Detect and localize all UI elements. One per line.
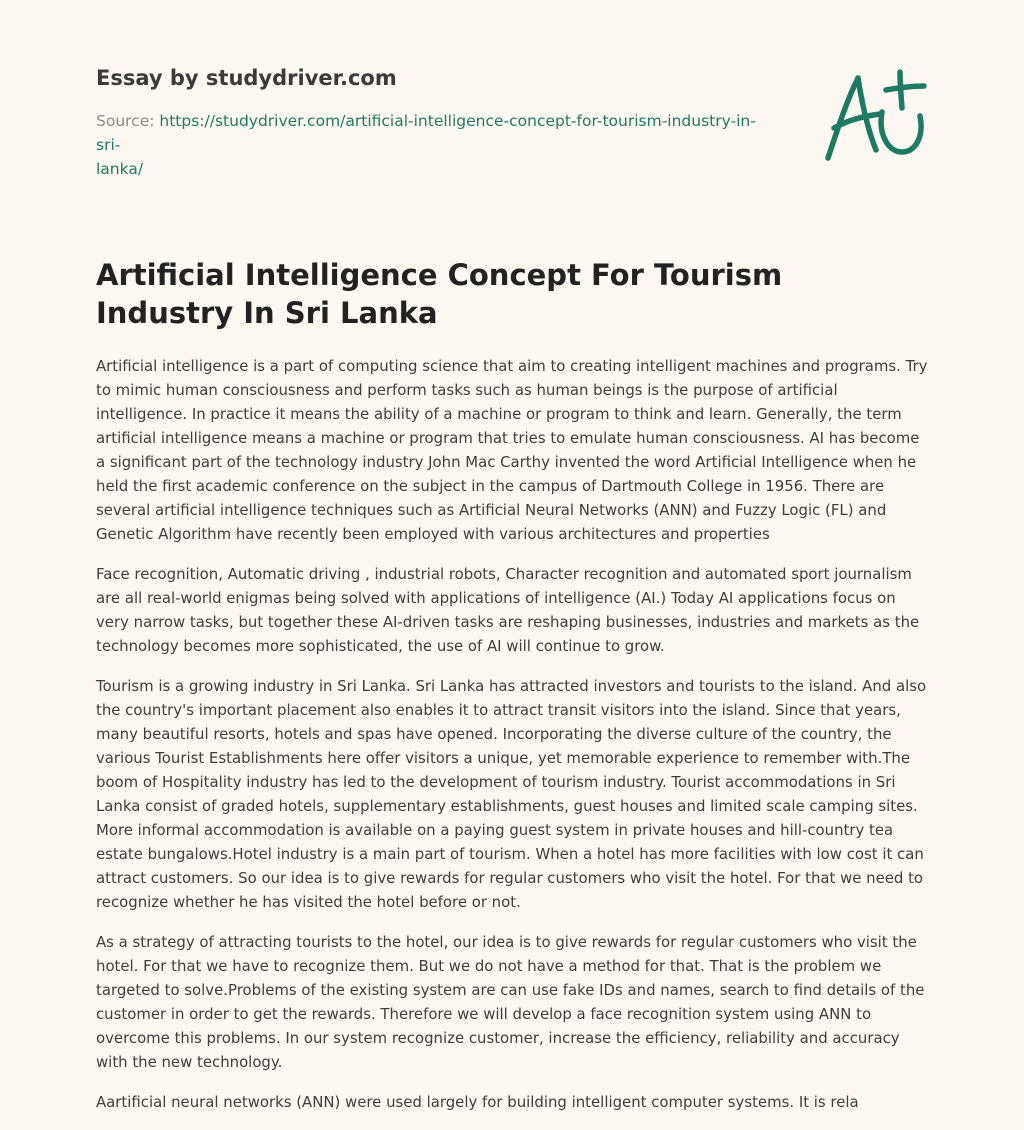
paragraph-2: Face recognition, Automatic driving , industrial robots, Character recognition and automated sport journalism are all real-world enigmas being solved with applications of intelligence (AI.) Today AI applications focus on very narrow tasks, but together these AI-driven tasks are reshaping businesses, industries and markets as the technology becomes more sophisticated, the use of AI will continue to grow.	[96, 565, 920, 655]
paragraph-1: Artificial intelligence is a part of computing science that aim to creating intelligent machines and programs. Try to mimic human consciousness and perform tasks such as human beings is the purpose of artificial intelligence. In practice it means the ability of a machine or program to think and learn. Generally, the term artificial intelligence means a machine or program that tries to emulate human consciousness. AI has become a significant part of the technology industry John Mac Carthy invented the word Artificial Intelligence when he held the first academic conference on the subject in the campus of Dartmouth College in 1956. There are several artificial intelligence techniques such as Artificial Neural Networks (ANN) and Fuzzy Logic (FL) and Genetic Algorithm have recently been employed with various architectures and properties	[96, 357, 928, 543]
source-url-line1: https://studydriver.com/artificial-intelligence-concept-for-tourism-industry-in-sri-	[96, 112, 756, 154]
paragraph-3: Tourism is a growing industry in Sri Lanka. Sri Lanka has attracted investors and tourists to the island. And also the country's important placement also enables it to attract transit visitors into the island. Since that years, many beautiful resorts, hotels and spas have opened. Incorporating the diverse culture of the country, the various Tourist Establishments here offer visitors a unique, yet memorable experience to remember with.The boom of Hospitality industry has led to the development of tourism industry. Tourist accommodations in Sri Lanka consist of graded hotels, supplementary establishments, guest houses and limited scale camping sites. More informal accommodation is available on a paying guest system in private houses and hill-country tea estate bungalows.Hotel industry is a main part of tourism. When a hotel has more facilities with low cost it can attract customers. So our idea is to give rewards for regular customers who visit the hotel. For that we need to recognize whether he has visited the hotel before or not.	[96, 677, 927, 911]
a-plus-grade-logo-icon	[816, 64, 932, 168]
source-url-line2: lanka/	[96, 160, 144, 178]
page-header	[96, 64, 776, 181]
site-brand: Essay by studydriver.com	[96, 66, 397, 90]
source-line	[96, 109, 776, 181]
article-title: Artificial Intelligence Concept For Tourism Industry In Sri Lanka	[96, 258, 783, 330]
paragraph-4: As a strategy of attracting tourists to the hotel, our idea is to give rewards for regular customers who visit the hotel. For that we have to recognize them. But we do not have a method for that. That is the problem we targeted to solve.Problems of the existing system are can use fake IDs and names, search to find details of the customer in order to get the rewards. Therefore we will develop a face recognition system using ANN to overcome this problems. In our system recognize customer, increase the efficiency, reliability and accuracy with the new technology.	[96, 933, 925, 1071]
article-body	[96, 354, 932, 1130]
source-link[interactable]	[96, 112, 756, 178]
source-label: Source:	[96, 112, 155, 130]
paragraph-5: Aartificial neural networks (ANN) were used largely for building intelligent computer systems. It is rela	[96, 1093, 859, 1111]
